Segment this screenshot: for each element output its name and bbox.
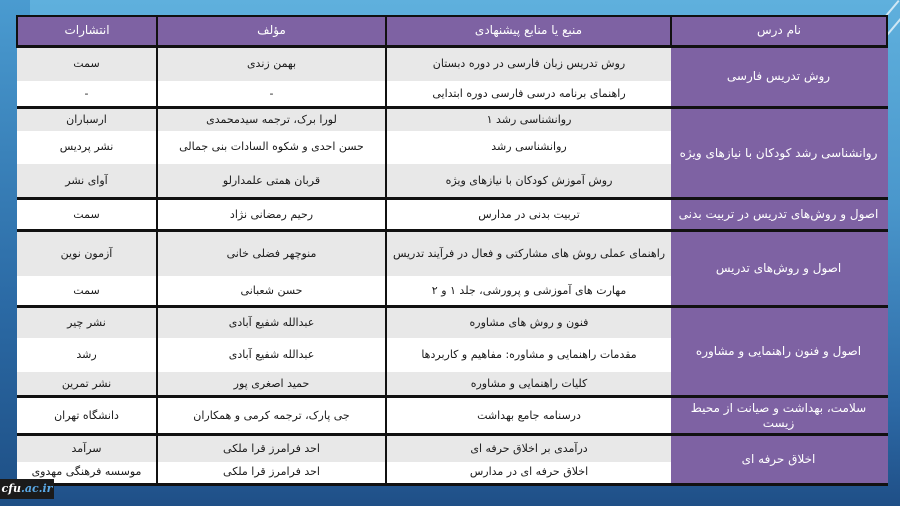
- source-cell: روانشناسی رشد ۱: [386, 108, 671, 131]
- publisher-cell: آوای نشر: [17, 164, 157, 199]
- author-cell: عبدالله شفیع آبادی: [157, 307, 386, 338]
- table-row: [17, 435, 887, 462]
- table-row: [17, 199, 887, 231]
- author-cell: قربان همتی علمدارلو: [157, 164, 386, 199]
- author-cell: بهمن زندی: [157, 46, 386, 81]
- cfu-logo: [0, 479, 54, 499]
- publisher-cell: سمت: [17, 46, 157, 81]
- table-row: [17, 307, 887, 338]
- publisher-cell: سمت: [17, 199, 157, 231]
- course-name: اصول و روش‌های تدریس در تربیت بدنی: [671, 199, 887, 231]
- publisher-cell: رشد: [17, 338, 157, 372]
- header-course: نام درس: [671, 16, 887, 46]
- author-cell: رحیم رمضانی نژاد: [157, 199, 386, 231]
- author-cell: حسن شعبانی: [157, 276, 386, 307]
- author-cell: احد فرامرز قرا ملکی: [157, 462, 386, 485]
- publisher-cell: نشر تمرین: [17, 372, 157, 397]
- table-header-row: [17, 16, 887, 46]
- header-author: مؤلف: [157, 16, 386, 46]
- source-cell: درآمدی بر اخلاق حرفه ای: [386, 435, 671, 462]
- publisher-cell: دانشگاه تهران: [17, 397, 157, 435]
- source-cell: روانشناسی رشد: [386, 131, 671, 164]
- source-cell: روش آموزش کودکان با نیازهای ویژه: [386, 164, 671, 199]
- source-cell: مقدمات راهنمایی و مشاوره: مفاهیم و کاربردها: [386, 338, 671, 372]
- author-cell: جی پارک، ترجمه کرمی و همکاران: [157, 397, 386, 435]
- source-cell: اخلاق حرفه ای در مدارس: [386, 462, 671, 485]
- source-cell: کلیات راهنمایی و مشاوره: [386, 372, 671, 397]
- publisher-cell: آزمون نوین: [17, 231, 157, 276]
- table-row: [17, 108, 887, 131]
- source-cell: راهنمای برنامه درسی فارسی دوره ابتدایی: [386, 81, 671, 108]
- author-cell: حسن احدی و شکوه السادات بنی جمالی: [157, 131, 386, 164]
- publisher-cell: نشر چیر: [17, 307, 157, 338]
- table-row: [17, 231, 887, 276]
- source-cell: فنون و روش های مشاوره: [386, 307, 671, 338]
- header-source: منبع یا منابع پیشنهادی: [386, 16, 671, 46]
- table-row: [17, 397, 887, 435]
- course-name: روش تدریس فارسی: [671, 46, 887, 108]
- logo-domain-text: .ac.ir: [20, 482, 53, 495]
- publisher-cell: نشر پردیس: [17, 131, 157, 164]
- author-cell: عبدالله شفیع آبادی: [157, 338, 386, 372]
- source-cell: راهنمای عملی روش های مشارکتی و فعال در فرآیند تدریس: [386, 231, 671, 276]
- publisher-cell: ارسباران: [17, 108, 157, 131]
- author-cell: منوچهر فضلی خانی: [157, 231, 386, 276]
- publisher-cell: موسسه فرهنگی مهدوی: [17, 462, 157, 485]
- course-resources-table: [16, 15, 888, 486]
- source-cell: درسنامه جامع بهداشت: [386, 397, 671, 435]
- logo-main-text: cfu: [1, 482, 21, 495]
- publisher-cell: سمت: [17, 276, 157, 307]
- course-name: اصول و روش‌های تدریس: [671, 231, 887, 307]
- course-name: اخلاق حرفه ای: [671, 435, 887, 485]
- header-publisher: انتشارات: [17, 16, 157, 46]
- course-resources-table-container: [18, 15, 888, 486]
- table-row: [17, 46, 887, 81]
- course-name: سلامت، بهداشت و صیانت از محیط زیست: [671, 397, 887, 435]
- publisher-cell: سرآمد: [17, 435, 157, 462]
- source-cell: تربیت بدنی در مدارس: [386, 199, 671, 231]
- author-cell: احد فرامرز قرا ملکی: [157, 435, 386, 462]
- course-name: روانشناسی رشد کودکان با نیازهای ویژه: [671, 108, 887, 199]
- source-cell: روش تدریس زبان فارسی در دوره دبستان: [386, 46, 671, 81]
- publisher-cell: -: [17, 81, 157, 108]
- course-name: اصول و فنون راهنمایی و مشاوره: [671, 307, 887, 397]
- author-cell: لورا برک، ترجمه سیدمحمدی: [157, 108, 386, 131]
- source-cell: مهارت های آموزشی و پرورشی، جلد ۱ و ۲: [386, 276, 671, 307]
- author-cell: حمید اصغری پور: [157, 372, 386, 397]
- author-cell: -: [157, 81, 386, 108]
